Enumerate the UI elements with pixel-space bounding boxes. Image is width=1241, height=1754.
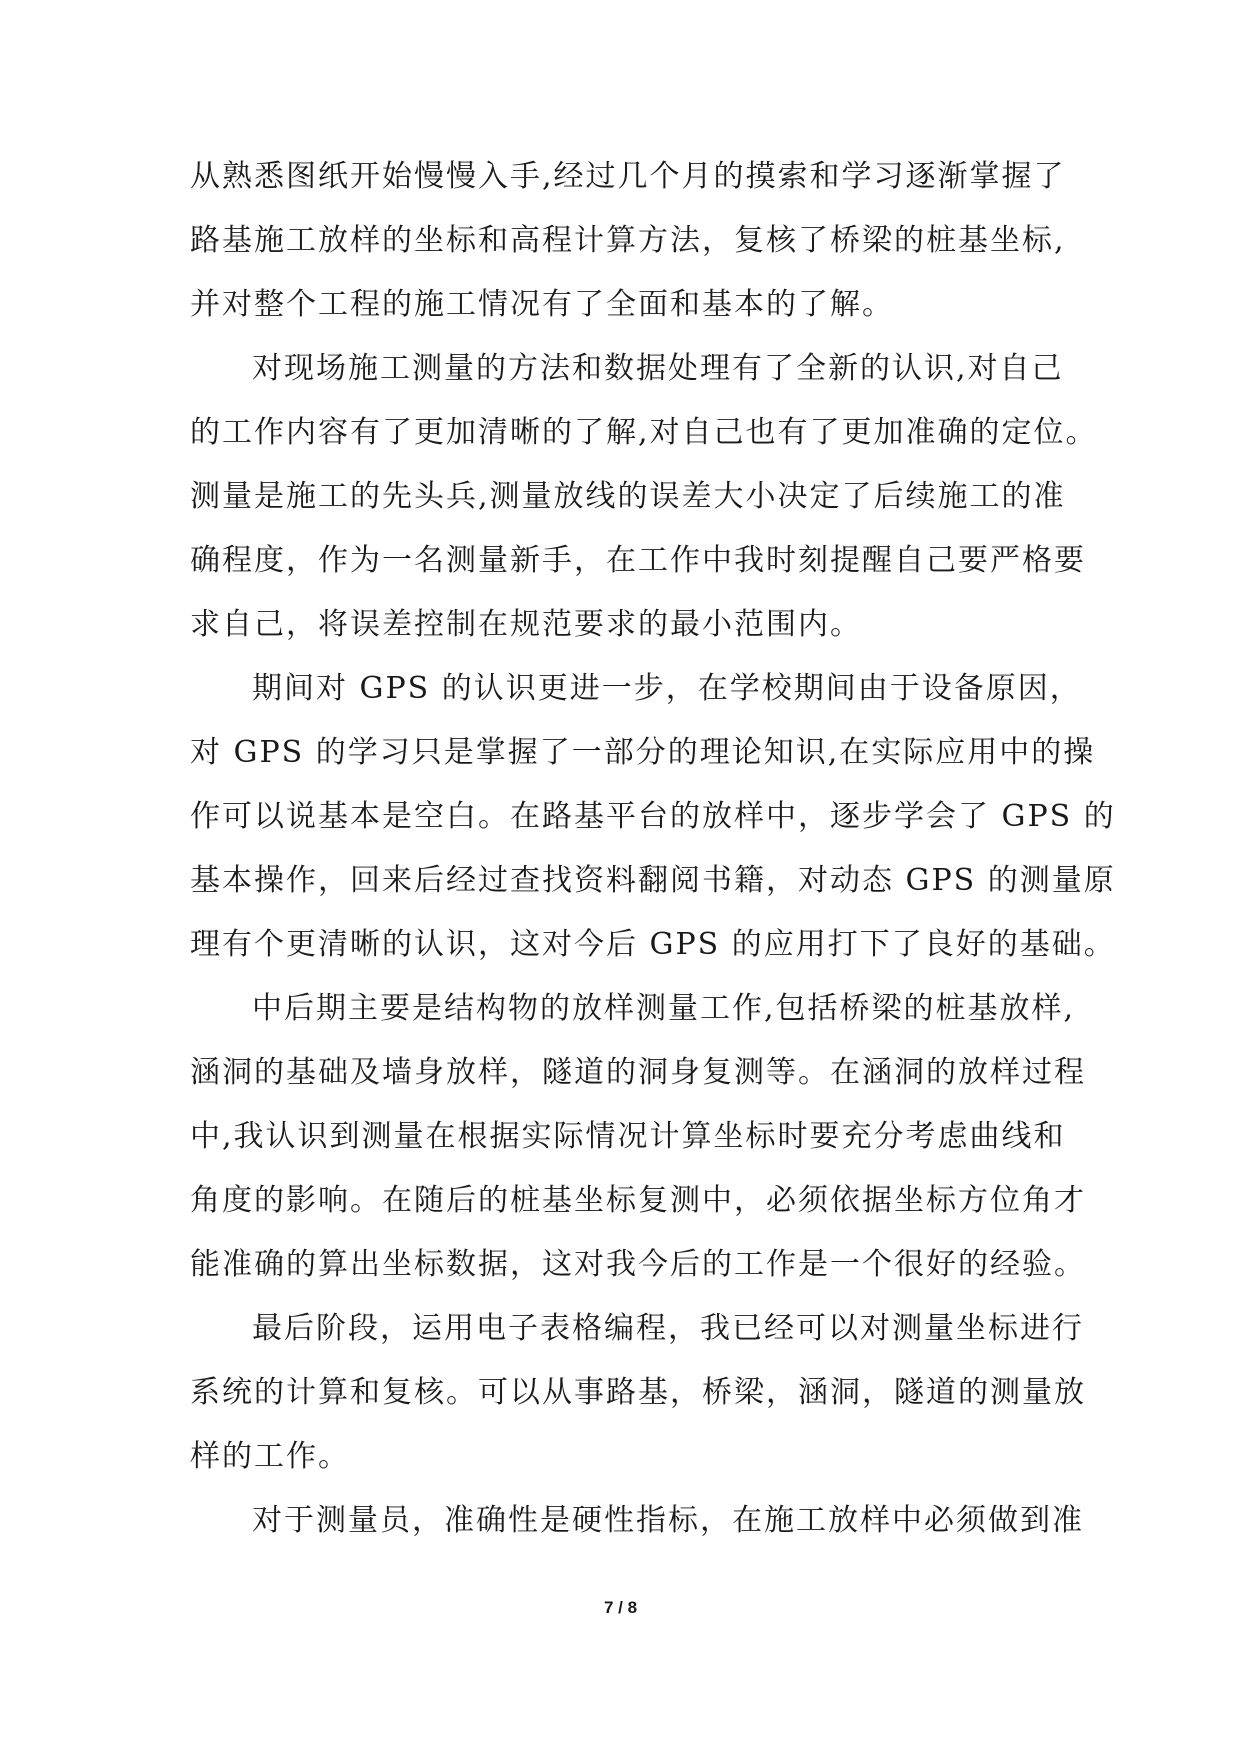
text-line: 角度的影响。在随后的桩基坐标复测中，必须依据坐标方位角才	[190, 1183, 1086, 1218]
text-line: 样的工作。	[190, 1439, 350, 1474]
text-line: 涵洞的基础及墙身放样，隧道的洞身复测等。在涵洞的放样过程	[190, 1055, 1086, 1090]
text-line: 从熟悉图纸开始慢慢入手,经过几个月的摸索和学习逐渐掌握了	[190, 159, 1066, 194]
body-text	[190, 145, 1116, 1553]
text-line: 基本操作，回来后经过查找资料翻阅书籍，对动态 GPS 的测量原	[190, 863, 1116, 898]
text-line: 理有个更清晰的认识，这对今后 GPS 的应用打下了良好的基础。	[190, 927, 1116, 962]
text-line: 中,我认识到测量在根据实际情况计算坐标时要充分考虑曲线和	[190, 1119, 1066, 1154]
text-line: 期间对 GPS 的认识更进一步，在学校期间由于设备原因，	[252, 671, 1082, 706]
text-line: 能准确的算出坐标数据，这对我今后的工作是一个很好的经验。	[190, 1247, 1086, 1282]
text-line: 对于测量员，准确性是硬性指标，在施工放样中必须做到准	[252, 1503, 1084, 1538]
text-line: 的工作内容有了更加清晰的了解,对自己也有了更加准确的定位。	[190, 415, 1098, 450]
text-line: 作可以说基本是空白。在路基平台的放样中，逐步学会了 GPS 的	[190, 799, 1116, 834]
text-line: 求自己，将误差控制在规范要求的最小范围内。	[190, 607, 862, 642]
text-line: 对现场施工测量的方法和数据处理有了全新的认识,对自己	[252, 351, 1064, 386]
text-line: 确程度，作为一名测量新手，在工作中我时刻提醒自己要严格要	[190, 543, 1086, 578]
text-line: 对 GPS 的学习只是掌握了一部分的理论知识,在实际应用中的操	[190, 735, 1096, 770]
text-line: 最后阶段，运用电子表格编程，我已经可以对测量坐标进行	[252, 1311, 1084, 1346]
page-number: 7 / 8	[603, 1598, 638, 1617]
text-line: 测量是施工的先头兵,测量放线的误差大小决定了后续施工的准	[190, 479, 1066, 514]
text-line: 中后期主要是结构物的放样测量工作,包括桥梁的桩基放样,	[252, 991, 1076, 1026]
text-line: 并对整个工程的施工情况有了全面和基本的了解。	[190, 287, 894, 322]
text-line: 系统的计算和复核。可以从事路基，桥梁，涵洞，隧道的测量放	[190, 1375, 1086, 1410]
text-line: 路基施工放样的坐标和高程计算方法，复核了桥梁的桩基坐标,	[190, 223, 1066, 258]
